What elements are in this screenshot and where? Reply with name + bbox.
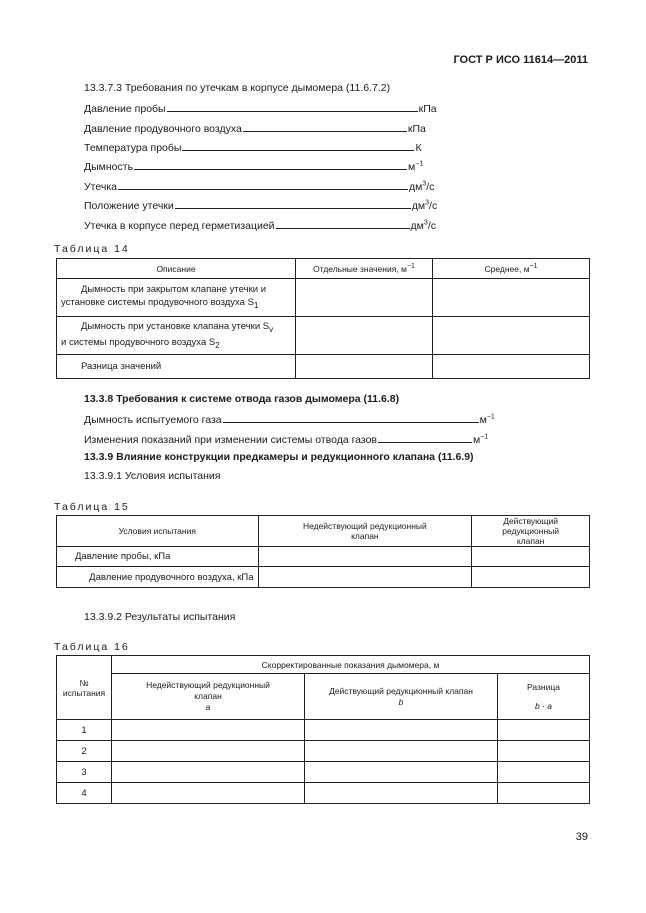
table-row: Давление продувочного воздуха, кПа — [57, 567, 590, 588]
table-header: Среднее, $м^{-1}$ — [433, 259, 590, 279]
table-header: Отдельные значения, $м^{-1}$ — [296, 259, 433, 279]
page-number: 39 — [575, 831, 588, 843]
field-line: Дымность $м^{-1}$ — [84, 160, 424, 173]
section-title-13-3-8: 13.3.8 Требования к системе отвода газов дымомера (11.6.8) — [84, 393, 400, 405]
field-line: Дымность испытуемого газа $м^{-1}$ — [84, 413, 495, 426]
table-header: Условия испытания — [57, 516, 259, 547]
table-row: 4 — [57, 783, 590, 804]
table-15 — [56, 515, 590, 588]
subsection-13-3-9-2: 13.3.9.2 Результаты испытания — [84, 611, 236, 623]
table-header: Действующий редукционный клапан — [472, 516, 590, 547]
table-header: Недействующий редукционный клапан — [258, 516, 472, 547]
table-header: № испытания — [57, 656, 112, 720]
table-row: 1 — [57, 720, 590, 741]
table-header: Скорректированные показания дымомера, м — [112, 656, 590, 674]
table-16-caption: Таблица 16 — [54, 641, 130, 653]
section-title-13-3-7-3: 13.3.7.3 Требования по утечкам в корпусе дымомера (11.6.7.2) — [84, 82, 391, 94]
table-14 — [56, 258, 590, 379]
field-line: Утечка $дм^3/с$ — [84, 180, 435, 193]
document-header: ГОСТ Р ИСО 11614—2011 — [453, 54, 588, 66]
section-title-13-3-9: 13.3.9 Влияние конструкции предкамеры и редукционного клапана (11.6.9) — [84, 451, 474, 463]
table-header: Описание — [57, 259, 296, 279]
table-row: Разница значений — [57, 355, 590, 379]
field-line: Положение утечки $дм^3/с$ — [84, 199, 438, 212]
field-line: Давление продувочного воздуха кПа — [84, 123, 426, 135]
table-row: Давление пробы, кПа — [57, 547, 590, 567]
field-line: Температура пробы К — [84, 142, 422, 154]
subsection-13-3-9-1: 13.3.9.1 Условия испытания — [84, 470, 221, 482]
table-header: Недействующий редукционный клапан a — [112, 674, 305, 720]
field-line: Изменения показаний при изменении системы отвода газов $м^{-1}$ — [84, 433, 489, 446]
table-15-caption: Таблица 15 — [54, 501, 130, 513]
table-row: 3 — [57, 762, 590, 783]
table-header: Действующий редукционный клапан b — [305, 674, 498, 720]
field-line: Утечка в корпусе перед герметизацией $дм^3/с$ — [84, 219, 436, 232]
field-line: Давление пробы кПа — [84, 103, 437, 115]
table-row: Дымность при установке клапана утечки $S_v$ и системы продувочного воздуха $S_2$ — [57, 317, 590, 355]
table-row: Дымность при закрытом клапане утечки и установке системы продувочного воздуха $S_1$ — [57, 279, 590, 317]
table-header: Разница b · a — [498, 674, 590, 720]
table-row: 2 — [57, 741, 590, 762]
table-14-caption: Таблица 14 — [54, 243, 130, 255]
table-16 — [56, 655, 590, 804]
